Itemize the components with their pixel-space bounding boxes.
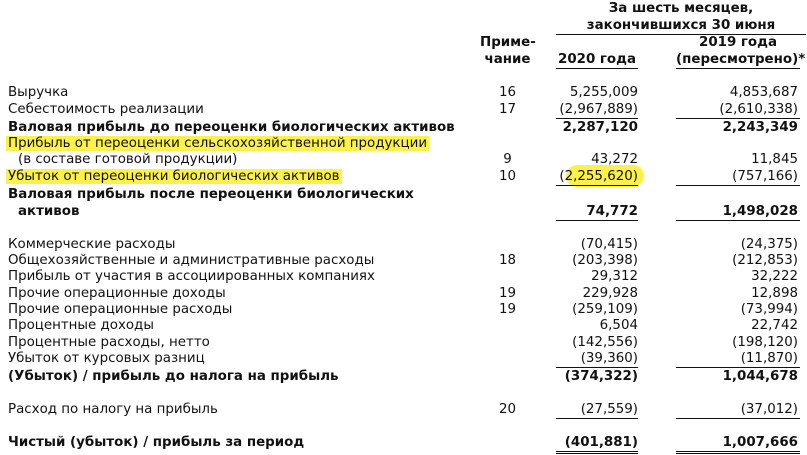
total-rule-2020 [556,220,638,221]
row-value-2020: 29,312 [591,269,638,284]
row-value-2020: 5,255,009 [569,85,638,100]
row-value-2019: (198,120) [732,335,798,350]
row-value-2020: (70,415) [580,237,638,252]
row-note: 17 [498,102,517,117]
table-row [0,401,807,418]
table-row [0,236,807,253]
row-note: 10 [498,169,517,184]
row-label: Прибыль от участия в ассоциированных компаниях [8,269,375,284]
row-value-2019: 22,742 [751,318,798,333]
row-value-2019: (11,870) [740,351,798,366]
table-row [0,186,807,203]
note-header-line2: чание [484,52,531,67]
row-value-2019: 32,222 [751,269,798,284]
column-2019-header [676,34,806,69]
note-header-line1: Приме- [480,35,536,50]
row-value-2019: 11,845 [751,152,798,167]
table-row [0,301,807,318]
table-row [0,334,807,351]
row-note: 19 [498,286,517,301]
subtotal-rule-2020 [556,418,638,419]
row-value-2019: 1,498,028 [722,204,798,219]
table-row [0,151,807,168]
row-note: 9 [503,152,512,167]
row-label: (Убыток) / прибыль до налога на прибыль [8,369,339,384]
table-row [0,84,807,101]
row-label: Валовая прибыль до переоценки биологических активов [8,120,455,135]
row-label: Коммерческие расходы [8,237,176,252]
row-label: Валовая прибыль после переоценки биологических [8,187,414,202]
table-row [0,368,807,385]
row-note: 16 [498,85,517,100]
row-value-2020: 74,772 [586,204,638,219]
table-row [0,317,807,334]
row-label [8,135,429,152]
row-note: 18 [498,253,517,268]
row-label: Выручка [8,85,69,100]
table-row [0,350,807,367]
row-value-2020: (374,322) [564,369,638,384]
table-row [0,101,807,118]
column-2020-header: 2020 года [556,51,638,69]
table-row [0,168,807,185]
row-label: Общехозяйственные и административные расходы [8,253,375,268]
row-value-2020: 43,272 [591,152,638,167]
row-value-2019: 1,007,666 [722,435,798,450]
row-value-2020: (142,556) [572,335,638,350]
total-rule-2019 [676,220,800,221]
row-value-2019: 2,243,349 [722,120,798,135]
double-rule-2019 [676,453,800,454]
row-value-2019: (212,853) [732,253,798,268]
row-note: 20 [498,402,517,417]
row-value-2020: (401,881) [564,435,638,450]
period-header [556,0,806,35]
row-value-2019: 4,853,687 [729,85,798,100]
row-label: Чистый (убыток) / прибыль за период [8,435,305,450]
row-value-2020: (39,360) [580,351,638,366]
table-row [0,203,807,220]
row-value-2019: (757,166) [732,169,798,184]
row-note: 19 [498,302,517,317]
column-2019-line2: (пересмотрено)* [676,52,806,67]
subtotal-rule-2019 [676,418,800,419]
row-label: (в составе готовой продукции) [18,152,238,167]
row-value-2020: (203,398) [572,253,638,268]
row-label: Прочие операционные доходы [8,286,226,301]
double-rule-2019 [676,451,800,452]
row-value-2020: (2,967,889) [559,102,638,117]
row-value-2019: 1,044,678 [722,369,798,384]
row-label: активов [18,204,80,219]
row-value-2019: (24,375) [740,237,798,252]
table-row [0,135,807,152]
row-value-2019: 12,898 [751,286,798,301]
row-label: Себестоимость реализации [8,102,204,117]
row-value-2020: (27,559) [580,402,638,417]
period-header-line1: За шесть месяцев, [608,1,754,16]
row-value-2020: 6,504 [599,318,638,333]
period-header-line2: закончившихся 30 июня [556,17,806,35]
row-label: Убыток от курсовых разниц [8,351,205,366]
highlighted-label: Убыток от переоценки биологических активов [8,169,340,184]
double-rule-2020 [556,453,638,454]
double-rule-2020 [556,451,638,452]
row-label: Процентные расходы, нетто [8,335,210,350]
row-value-2020: 2,287,120 [562,120,638,135]
table-row [0,252,807,269]
row-value-2019: (37,012) [740,402,798,417]
row-label [8,168,342,185]
row-label: Расход по налогу на прибыль [8,402,218,417]
table-row [0,268,807,285]
highlighted-label: Прибыль от переоценки сельскохозяйственной продукции [8,136,428,151]
table-row [0,285,807,302]
row-value-2020: (2,255,620) [559,169,638,184]
table-row [0,434,807,451]
row-value-2019: (73,994) [740,302,798,317]
row-value-2020: 229,928 [582,286,638,301]
row-value-2020: (259,109) [572,302,638,317]
row-label: Прочие операционные расходы [8,302,233,317]
table-row [0,119,807,136]
row-label: Процентные доходы [8,318,154,333]
note-column-header [480,34,535,68]
column-2019-line1: 2019 года [699,35,777,50]
row-value-2019: (2,610,338) [719,102,798,117]
